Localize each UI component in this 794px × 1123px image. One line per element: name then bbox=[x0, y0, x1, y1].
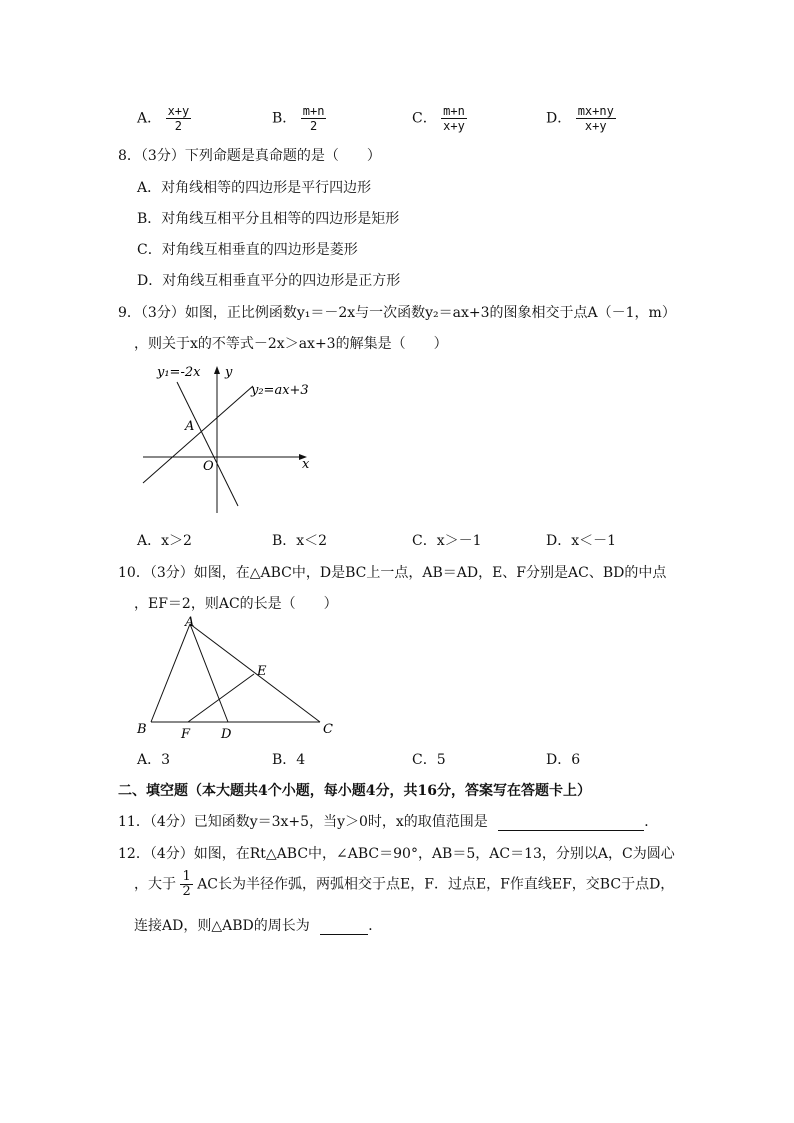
q9-line-y1 bbox=[177, 382, 238, 506]
q9-figure bbox=[135, 360, 325, 520]
q10-label-a: A bbox=[185, 615, 195, 630]
q9-stem-line2: ，则关于x的不等式－2x＞ax+3的解集是（ ） bbox=[134, 336, 448, 352]
q10-option-d: D．6 bbox=[546, 752, 581, 768]
q7-option-c: C． $\frac{m+n}{x+y}$ bbox=[412, 104, 465, 133]
q12-answer-blank bbox=[320, 918, 368, 935]
q10-option-b: B．4 bbox=[272, 752, 306, 768]
q11-stem: 11．（4分）已知函数y＝3x+5，当y＞0时，x的取值范围是 bbox=[118, 814, 488, 830]
q10-label-e: E bbox=[257, 664, 267, 679]
q10-stem-line1: 10．（3分）如图，在△ABC中，D是BC上一点，AB＝AD，E、F分别是AC、BD的中点 bbox=[118, 565, 667, 581]
q7-option-d: D． $\frac{mx+ny}{x+y}$ bbox=[546, 104, 614, 133]
q10-side-ab bbox=[151, 624, 190, 722]
q10-label-f: F bbox=[181, 727, 191, 742]
q7-option-b: B． $\frac{m+n}{2}$ bbox=[272, 104, 325, 133]
q9-label-y: y bbox=[225, 365, 233, 380]
q8-option-c: C．对角线互相垂直的四边形是菱形 bbox=[137, 242, 358, 258]
q10-figure bbox=[130, 612, 345, 744]
q9-label-x: x bbox=[302, 457, 310, 472]
q10-stem-line2: ，EF＝2，则AC的长是（ ） bbox=[134, 596, 338, 612]
q9-y-axis-arrow bbox=[214, 366, 220, 374]
q10-label-c: C bbox=[323, 722, 333, 737]
q9-label-y1: y₁=-2x bbox=[157, 365, 201, 380]
q12-line1: 12．（4分）如图，在Rt△ABC中，∠ABC＝90°，AB＝5，AC＝13，分别以A，C为圆心 bbox=[118, 846, 675, 862]
q9-option-b: B．x＜2 bbox=[272, 533, 328, 549]
q9-label-y2: y₂=ax+3 bbox=[251, 383, 309, 398]
q9-option-d: D．x＜－1 bbox=[546, 533, 617, 549]
q7-option-c-fraction: $\frac{m+n}{x+y}$ bbox=[443, 104, 465, 133]
q10-option-a: A．3 bbox=[137, 752, 171, 768]
q10-option-c: C．5 bbox=[412, 752, 446, 768]
q11-answer-blank bbox=[498, 814, 644, 831]
q12-line3: 连接AD，则△ABD的周长为 ． bbox=[134, 918, 383, 934]
q7-option-a-fraction: $\frac{x+y}{2}$ bbox=[167, 104, 190, 133]
q9-stem-line1: 9．（3分）如图，正比例函数y₁＝－2x与一次函数y₂＝ax+3的图象相交于点A（－1，m） bbox=[118, 305, 676, 321]
q10-label-b: B bbox=[137, 722, 147, 737]
q8-option-d: D．对角线互相垂直平分的四边形是正方形 bbox=[137, 273, 401, 289]
q9-label-a: A bbox=[185, 419, 195, 434]
q9-line-y2 bbox=[143, 386, 253, 483]
q7-option-a: A． $\frac{x+y}{2}$ bbox=[137, 104, 190, 133]
q10-label-d: D bbox=[221, 727, 232, 742]
q7-option-d-fraction: $\frac{mx+ny}{x+y}$ bbox=[577, 104, 614, 133]
q11: 11．（4分）已知函数y＝3x+5，当y＞0时，x的取值范围是 ． bbox=[118, 814, 659, 830]
q12-half-fraction: $\frac{1}{2}$ bbox=[182, 869, 191, 899]
q8-option-a: A．对角线相等的四边形是平行四边形 bbox=[137, 180, 372, 196]
section-2-title: 二、填空题（本大题共4个小题，每小题4分，共16分，答案写在答题卡上） bbox=[118, 783, 591, 799]
q12-line2: ，大于 $\frac{1}{2}$ AC长为半径作弧，两弧相交于点E，F．过点E，F作直线EF，交BC于点D， bbox=[134, 869, 675, 899]
q9-option-a: A．x＞2 bbox=[137, 533, 192, 549]
q10-segment-ef bbox=[188, 674, 254, 722]
q8-option-b: B．对角线互相平分且相等的四边形是矩形 bbox=[137, 211, 400, 227]
q9-label-o: O bbox=[203, 459, 214, 474]
q9-option-c: C．x＞－1 bbox=[412, 533, 482, 549]
q7-option-b-fraction: $\frac{m+n}{2}$ bbox=[302, 104, 325, 133]
q8-stem: 8．（3分）下列命题是真命题的是（ ） bbox=[118, 148, 381, 164]
